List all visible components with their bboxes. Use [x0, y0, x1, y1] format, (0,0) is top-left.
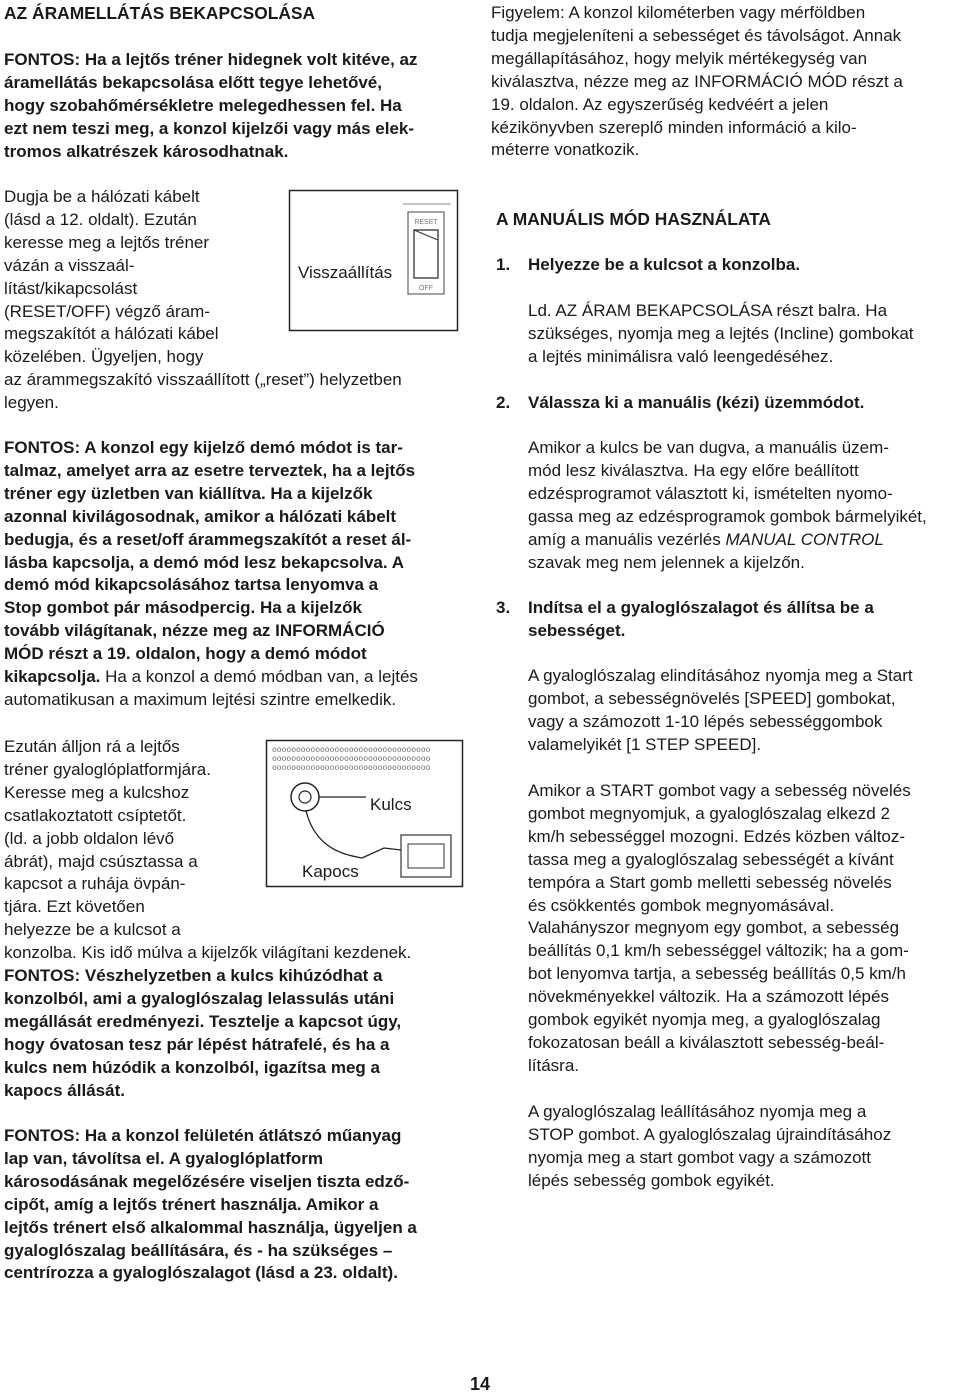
plastic-important-note: FONTOS: Ha a konzol felületén átlátszó műanyag lap van, távolítsa el. A gyaloglóplatform károsodásának megelőzésére viseljen tiszta edző- cipőt, amíg a lejtős trénert használja. Amikor a lejtős trénert első alkalommal használja, ügyeljen a gyaloglószalag beállítására, és - ha szükséges – centrírozza a gyaloglószalagot (lásd a 23. oldalt).	[4, 1126, 417, 1283]
demo-mode-incline-note: Ha a konzol a demó módban van, a lejtés automatikusan a maximum lejtési szintre emelkedik.	[4, 667, 418, 709]
key-clip-figure	[266, 740, 466, 890]
step3-start-paragraph: A gyaloglószalag elindításához nyomja meg a Start gombot, a sebességnövelés [SPEED] gombokat, vagy a számozott 1-10 lépés sebességgombok valamelyikét [1 STEP SPEED].	[528, 666, 913, 754]
key-important-note: FONTOS: Vészhelyzetben a kulcs kihúzódhat a konzolból, ami a gyaloglószalag lelassulás utáni megállását eredményezi. Tesztelje a kapcsot úgy, hogy óvatosan tesz pár lépést hátrafelé, és ha a kulcs nem húzódik a konzolból, igazítsa meg a kapocs állását.	[4, 966, 402, 1100]
step2-title: Válassza ki a manuális (kézi) üzemmódot.	[528, 393, 865, 412]
demo-mode-important: FONTOS: A konzol egy kijelző demó módot is tar- talmaz, amelyet arra az esetre terveztek, ha a lejtős tréner egy üzletben van kiállítva. Ha a kijelzők azonnal kivilágosodnak, amikor a hálózati kábelt bedugja, és a reset/off árammegszakítót a reset ál- lásba kapcsolja, a demó mód lesz bekapcsolva. A demó mód kikapcsolásához tartsa lenyomva a Stop gombot pár másodpercig. Ha a kijelzők tovább világítanak, nézze meg az INFORMÁCIÓ MÓD részt a 19. oldalon, hogy a demó módot kikapcsolja.	[4, 438, 416, 687]
plug-instructions: Dugja be a hálózati kábelt (lásd a 12. oldalt). Ezután keresse meg a lejtős tréner vázán a visszaál- lítást/kikapcsolást (RESET/OFF) végző áram- megszakítót a hálózati kábel	[4, 187, 219, 344]
clip-inner-icon	[408, 844, 444, 868]
key-label: Kulcs	[370, 795, 412, 814]
step3-number: 3.	[496, 598, 511, 617]
step3-speed-paragraph: Amikor a START gombot vagy a sebesség növelés gombot megnyomjuk, a gyaloglószalag elkezd 2 km/h sebességgel mozogni. Edzés közben változ- tassa meg a gyaloglószalag sebességét a kívánt tempóra a Start gomb melletti sebesség növelés és csökkentés gombok megnyomásával. Valahányszor megnyom egy gombot, a sebesség beállítás 0,1 km/h sebességgel változik; ha a gom- bot lenyomva tartja, a sebesség beállítás 0,5 km/h növekményekkel változik. Ha a számozott lépés gombok egyikét nyomja meg, a gyaloglószalag fokozatosan beáll a kiválasztott sebesség-beál- lításra.	[528, 781, 911, 1075]
manual-control-term: MANUAL CONTROL	[725, 529, 884, 549]
units-note: Figyelem: A konzol kilométerben vagy mérföldben tudja megjeleníteni a sebességet és távolságot. Annak megállapításához, hogy melyik mértékegység van kiválasztva, nézze meg az INFORMÁCIÓ MÓD részt a 19. oldalon. Az egyszerűség kedvéért a jelen kézikönyvben szereplő minden információ a kilo- méterre vonatkozik.	[491, 3, 903, 160]
key-instructions-continued: konzolba. Kis idő múlva a kijelzők világítani kezdenek.	[4, 943, 412, 962]
power-heading: AZ ÁRAMELLÁTÁS BEKAPCSOLÁSA	[4, 3, 316, 23]
console-dot-row-2: ooooooooooooooooooooooooooooooooo	[272, 755, 431, 764]
step2-body-end: szavak meg nem jelennek a kijelzőn.	[528, 552, 805, 572]
step1-number: 1.	[496, 255, 511, 274]
step2-body	[528, 437, 927, 574]
step2-number: 2.	[496, 393, 511, 412]
power-important-note: FONTOS: Ha a lejtős tréner hidegnek volt kitéve, az áramellátás bekapcsolása előtt tegye lehetővé, hogy szobahőmérsékletre melegedhessen fel. Ha ezt nem teszi meg, a konzol kijelzői vagy más elek- tromos alkatrészek károsodhatnak.	[4, 50, 418, 161]
manual-mode-heading: A MANUÁLIS MÓD HASZNÁLATA	[496, 209, 771, 229]
key-head-icon	[291, 783, 319, 811]
plug-instructions-continued: közelében. Ügyeljen, hogy az árammegszakító visszaállított („reset”) helyzetben legyen.	[4, 347, 402, 412]
key-clip-instructions: Ezután álljon rá a lejtős tréner gyaloglóplatformjára. Keresse meg a kulcshoz csatlakoztatott csíptetőt. (ld. a jobb oldalon lévő ábrát), majd csúsztassa a kapcsot a ruhája övpán- tjára. Ezt követően helyezze be a kulcsot a	[4, 737, 211, 940]
console-dot-row-1: ooooooooooooooooooooooooooooooooo	[272, 746, 431, 755]
step2-body-text: Amikor a kulcs be van dugva, a manuális üzem- mód lesz kiválasztva. Ha egy előre beállított edzésprogramot választott ki, ismételten nyomo- gassa meg az edzésprogramok gombok bármelyikét, amíg a manuális vezérlés	[528, 438, 927, 549]
step1-body: Ld. AZ ÁRAM BEKAPCSOLÁSA részt balra. Ha szükséges, nyomja meg a lejtés (Incline) gombokat a lejtés minimálisra való leengedéséhez.	[528, 301, 914, 366]
step1-title: Helyezze be a kulcsot a konzolba.	[528, 255, 801, 274]
page-number: 14	[469, 1374, 491, 1394]
reset-switch-figure	[289, 190, 459, 332]
switch-reset-text: RESET	[414, 219, 438, 226]
step3-stop-paragraph: A gyaloglószalag leállításához nyomja meg a STOP gombot. A gyaloglószalag újraindításához nyomja meg a start gombot vagy a számozott lépés sebesség gombok egyikét.	[528, 1102, 892, 1190]
switch-off-text: OFF	[419, 285, 433, 292]
clip-label: Kapocs	[302, 862, 359, 881]
demo-mode-note	[4, 437, 418, 712]
step3-title: Indítsa el a gyaloglószalagot és állítsa be a sebességet.	[528, 598, 874, 640]
console-dot-row-3: ooooooooooooooooooooooooooooooooo	[272, 764, 431, 773]
reset-switch-rocker	[414, 230, 438, 278]
reset-label: Visszaállítás	[298, 263, 393, 282]
